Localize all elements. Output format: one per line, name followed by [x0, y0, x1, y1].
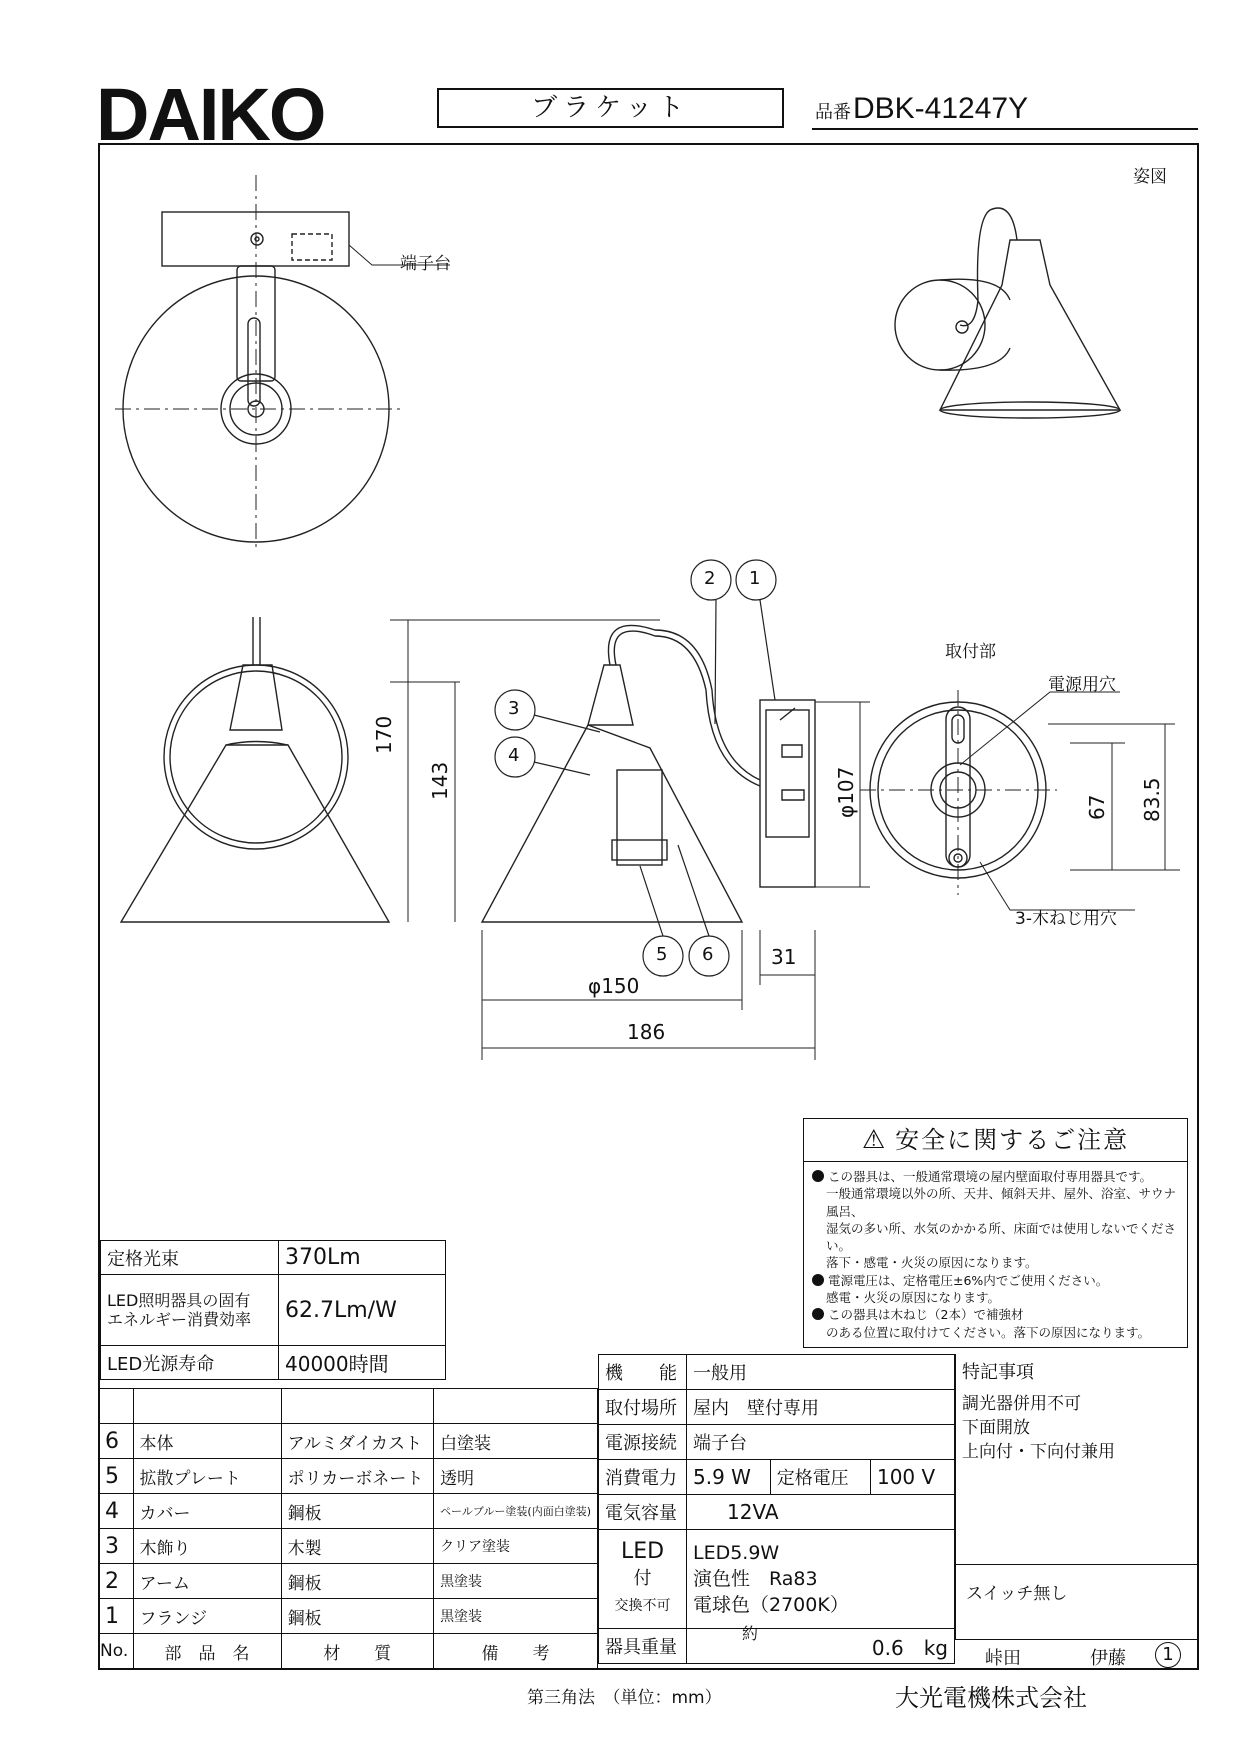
info-value — [687, 1530, 955, 1629]
dim-67: 67 — [1085, 794, 1109, 820]
terminal-block-label: 端子台 — [400, 254, 451, 274]
part-name: フランジ — [133, 1599, 281, 1634]
parts-header: No. — [99, 1634, 134, 1669]
dim-phi107: φ107 — [834, 766, 858, 818]
parts-header-row — [99, 1634, 598, 1669]
part-material: アルミダイカスト — [281, 1424, 433, 1459]
part-note: 透明 — [434, 1459, 598, 1494]
info-row — [599, 1629, 955, 1664]
info-value: 一般用 — [687, 1355, 955, 1390]
info-label: 定格電圧 — [770, 1460, 870, 1495]
part-note: 黒塗装 — [434, 1564, 598, 1599]
info-value: 100 V — [870, 1460, 954, 1495]
notes-title: 特記事項 — [962, 1362, 1034, 1383]
power-hole-label: 電源用穴 — [1048, 675, 1116, 695]
info-label: 器具重量 — [599, 1629, 687, 1664]
led-label: LED — [620, 1539, 665, 1564]
info-label: 取付場所 — [599, 1390, 687, 1425]
safety-line: この器具は木ねじ（2本）で補強材 — [828, 1307, 1024, 1323]
parts-row — [99, 1459, 598, 1494]
part-number-value: DBK-41247Y — [853, 92, 1029, 125]
spec-label: LED光源寿命 — [101, 1346, 279, 1380]
part-note: クリア塗装 — [434, 1529, 598, 1564]
part-name: アーム — [133, 1564, 281, 1599]
bullet-icon — [812, 1308, 824, 1320]
info-label: 機 能 — [599, 1355, 687, 1390]
info-label: 電源接続 — [599, 1425, 687, 1460]
part-material: 鋼板 — [281, 1494, 433, 1529]
bullet-icon — [812, 1170, 824, 1182]
safety-line: 湿気の多い所、水気のかかる所、床面では使用しないでください。 — [826, 1220, 1177, 1254]
note-item: 下面開放 — [962, 1418, 1030, 1438]
part-name: カバー — [133, 1494, 281, 1529]
safety-line: のある位置に取付けてください。落下の原因になります。 — [826, 1324, 1151, 1340]
callout-5: 5 — [656, 944, 668, 965]
part-number-label: 品番 — [815, 102, 851, 122]
signoff — [955, 1640, 1199, 1670]
dim-83-5: 83.5 — [1140, 777, 1164, 822]
safety-title: 安全に関するご注意 — [895, 1126, 1130, 1154]
dim-143: 143 — [428, 761, 452, 800]
spec-row — [101, 1346, 446, 1380]
info-label: 電気容量 — [599, 1495, 687, 1530]
callout-1: 1 — [749, 568, 761, 589]
safety-line: この器具は、一般通常環境の屋内壁面取付専用器具です。 — [828, 1169, 1153, 1184]
safety-notice — [803, 1118, 1188, 1348]
note-item: 上向付・下向付兼用 — [962, 1442, 1115, 1462]
safety-line: 電源電圧は、定格電圧±6%内でご使用ください。 — [828, 1272, 1109, 1288]
info-value — [687, 1624, 955, 1664]
info-table — [598, 1354, 955, 1664]
spec-table — [100, 1240, 446, 1380]
part-name: 木飾り — [133, 1529, 281, 1564]
dim-170: 170 — [372, 715, 396, 754]
weight-approx: 約 — [742, 1624, 759, 1643]
part-note: 白塗装 — [434, 1424, 598, 1459]
spec-value: 370Lm — [279, 1241, 446, 1275]
info-value: 端子台 — [687, 1425, 955, 1460]
spec-label — [101, 1275, 279, 1346]
checker-name: 伊藤 — [1090, 1648, 1126, 1669]
dim-phi150: φ150 — [588, 974, 640, 998]
special-notes — [955, 1354, 1199, 1640]
parts-row — [99, 1529, 598, 1564]
spec-label: 定格光束 — [101, 1241, 279, 1275]
info-label: 消費電力 — [599, 1460, 687, 1495]
drafter-name: 峠田 — [985, 1648, 1021, 1669]
part-material: 木製 — [281, 1529, 433, 1564]
part-no: 5 — [99, 1459, 134, 1494]
part-no: 3 — [99, 1529, 134, 1564]
dim-31: 31 — [771, 945, 797, 969]
spec-label-line: LED照明器具の固有 — [107, 1291, 251, 1310]
safety-line: 一般通常環境以外の所、天井、傾斜天井、屋外、浴室、サウナ風呂、 — [826, 1186, 1177, 1219]
parts-row — [99, 1424, 598, 1459]
callout-3: 3 — [508, 698, 520, 719]
mount-section-label: 取付部 — [945, 642, 996, 662]
led-label: 付 — [633, 1568, 652, 1589]
daiko-logo: DAIKO — [96, 73, 325, 156]
part-material: 鋼板 — [281, 1599, 433, 1634]
projection-method: 第三角法 （単位：mm） — [527, 1688, 722, 1708]
parts-row — [99, 1599, 598, 1634]
parts-header: 材 質 — [281, 1634, 433, 1669]
safety-line: 感電・火災の原因になります。 — [826, 1290, 1001, 1306]
screw-hole-label: 3-木ねじ用穴 — [1015, 909, 1117, 929]
info-row — [599, 1425, 955, 1460]
part-no: 4 — [99, 1494, 134, 1529]
info-row — [599, 1355, 955, 1390]
led-line: LED5.9W — [693, 1542, 780, 1564]
part-no: 1 — [99, 1599, 134, 1634]
part-note: ペールブルー塗装(内面白塗装) — [434, 1494, 598, 1529]
part-name: 拡散プレート — [133, 1459, 281, 1494]
parts-header: 部 品 名 — [133, 1634, 281, 1669]
spec-value: 62.7Lm/W — [279, 1275, 446, 1346]
product-type-title: ブラケット — [437, 88, 784, 128]
info-row — [599, 1530, 955, 1629]
part-name: 本体 — [133, 1424, 281, 1459]
note-item: 調光器併用不可 — [962, 1394, 1081, 1414]
warning-triangle-icon: ⚠ — [861, 1125, 888, 1155]
info-label — [599, 1530, 687, 1629]
info-row — [599, 1390, 955, 1425]
spec-value: 40000時間 — [279, 1346, 446, 1380]
callout-2: 2 — [704, 568, 716, 589]
terminal-block-hidden — [292, 234, 332, 260]
switch-note: スイッチ無し — [956, 1564, 1199, 1618]
part-no: 2 — [99, 1564, 134, 1599]
part-material: 鋼板 — [281, 1564, 433, 1599]
spec-row — [101, 1241, 446, 1275]
part-no: 6 — [99, 1424, 134, 1459]
part-material: ポリカーボネート — [281, 1459, 433, 1494]
parts-header: 備 考 — [434, 1634, 598, 1669]
info-row — [599, 1460, 955, 1495]
led-line: 演色性 Ra83 — [693, 1568, 818, 1590]
spec-label-line: エネルギー消費効率 — [107, 1310, 252, 1329]
info-value: 5.9 W — [687, 1460, 771, 1495]
perspective-label: 姿図 — [1133, 167, 1167, 187]
sheet-number: 1 — [1155, 1642, 1181, 1668]
callout-6: 6 — [702, 944, 714, 965]
spec-row — [101, 1275, 446, 1346]
parts-blank-row — [99, 1389, 598, 1424]
callout-4: 4 — [508, 745, 520, 766]
safety-line: 落下・感電・火災の原因になります。 — [826, 1255, 1038, 1271]
led-line: 電球色（2700K） — [693, 1594, 849, 1616]
parts-table — [98, 1388, 598, 1669]
led-label: 交換不可 — [614, 1598, 671, 1614]
company-name: 大光電機株式会社 — [895, 1684, 1087, 1712]
weight-value: 0.6 kg — [871, 1635, 948, 1660]
bullet-icon — [812, 1274, 824, 1286]
safety-header — [804, 1119, 1187, 1162]
info-value: 12VA — [687, 1495, 955, 1530]
dim-186: 186 — [627, 1020, 666, 1044]
parts-row — [99, 1564, 598, 1599]
part-note: 黒塗装 — [434, 1599, 598, 1634]
parts-row — [99, 1494, 598, 1529]
safety-body — [804, 1162, 1187, 1341]
info-row — [599, 1495, 955, 1530]
info-value: 屋内 壁付専用 — [687, 1390, 955, 1425]
